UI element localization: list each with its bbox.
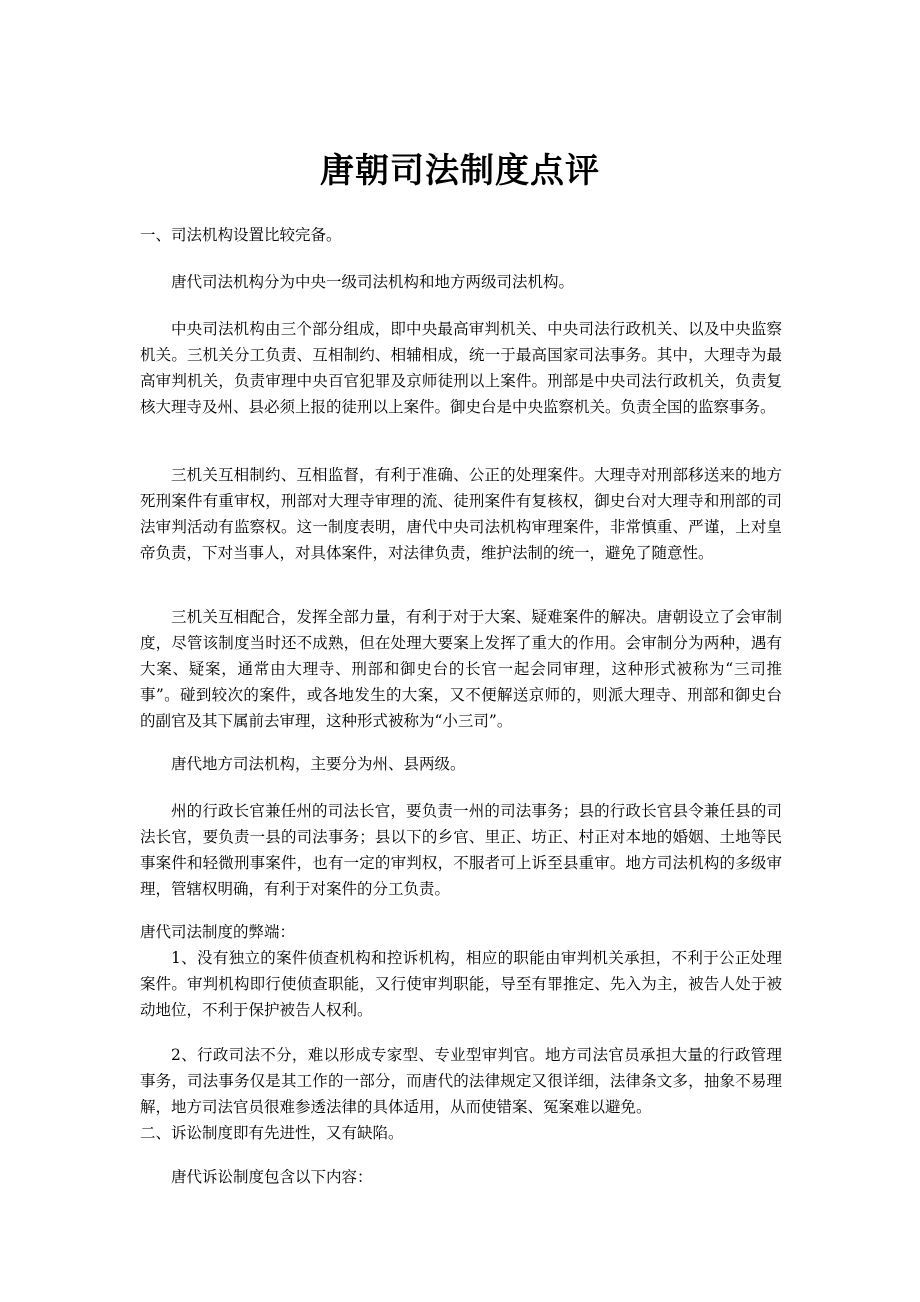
paragraph-block xyxy=(140,751,782,777)
paragraph-block xyxy=(140,316,782,420)
paragraph-block xyxy=(140,1042,782,1146)
paragraph-block xyxy=(140,269,782,295)
paragraph-block xyxy=(140,1164,782,1190)
paragraph: 州的行政长官兼任州的司法长官，要负责一州的司法事务；县的行政长官县令兼任县的司法长官，要负责一县的司法事务；县以下的乡官、里正、坊正、村正对本地的婚姻、土地等民事案件和轻微刑事案件，也有一定的审判权，不服者可上诉至县重审。地方司法机构的多级审理，管辖权明确，有利于对案件的分工负责。 xyxy=(140,802,782,898)
paragraph-block xyxy=(140,604,782,734)
paragraph: 中央司法机构由三个部分组成，即中央最高审判机关、中央司法行政机关、以及中央监察机关。三机关分工负责、互相制约、相辅相成，统一于最高国家司法事务。其中，大理寺为最高审判机关，负责审理中央百官犯罪及京师徒刑以上案件。刑部是中央司法行政机关，负责复核大理寺及州、县必须上报的徒刑以上案件。御史台是中央监察机关。负责全国的监察事务。 xyxy=(140,320,782,416)
paragraph-block xyxy=(140,919,782,1023)
paragraph: 一、司法机构设置比较完备。 xyxy=(140,226,342,244)
paragraph: 唐代地方司法机构，主要分为州、县两级。 xyxy=(171,755,466,773)
paragraph: 1、没有独立的案件侦查机构和控诉机构，相应的职能由审判机关承担，不利于公正处理案件。审判机构即行使侦查职能，又行使审判职能，导至有罪推定、先入为主，被告人处于被动地位，不利于保护被告人权利。 xyxy=(140,949,782,1019)
paragraph: 三机关互相制约、互相监督，有利于准确、公正的处理案件。大理寺对刑部移送来的地方死刑案件有重审权，刑部对大理寺审理的流、徒刑案件有复核权，御史台对大理寺和刑部的司法审判活动有监察权。这一制度表明，唐代中央司法机构审理案件，非常慎重、严谨，上对皇帝负责，下对当事人，对具体案件，对法律负责，维护法制的统一，避免了随意性。 xyxy=(140,466,782,562)
paragraph-block xyxy=(140,462,782,566)
paragraph: 三机关互相配合，发挥全部力量，有利于对于大案、疑难案件的解决。唐朝设立了会审制度，尽管该制度当时还不成熟，但在处理大要案上发挥了重大的作用。会审制分为两种，遇有大案、疑案，通常由大理寺、刑部和御史台的长官一起会同审理，这种形式被称为“三司推事”。碰到较次的案件，或各地发生的大案，又不便解送京师的，则派大理寺、刑部和御史台的副官及其下属前去审理，这种形式被称为“小三司”。 xyxy=(140,608,782,730)
paragraph: 2、行政司法不分，难以形成专家型、专业型审判官。地方司法官员承担大量的行政管理事务，司法事务仅是其工作的一部分，而唐代的法律规定又很详细，法律条文多，抽象不易理解，地方司法官员很难参透法律的具体适用，从而使错案、冤案难以避免。 xyxy=(140,1046,782,1116)
paragraph: 唐代司法机构分为中央一级司法机构和地方两级司法机构。 xyxy=(171,273,575,291)
paragraph-block xyxy=(140,798,782,902)
section-heading-2: 二、诉讼制度即有先进性，又有缺陷。 xyxy=(140,1124,404,1142)
document-title: 唐朝司法制度点评 xyxy=(320,151,600,191)
paragraph: 唐代诉讼制度包含以下内容： xyxy=(171,1168,373,1186)
section-heading-1 xyxy=(140,222,782,248)
paragraph: 唐代司法制度的弊端： xyxy=(140,923,296,941)
